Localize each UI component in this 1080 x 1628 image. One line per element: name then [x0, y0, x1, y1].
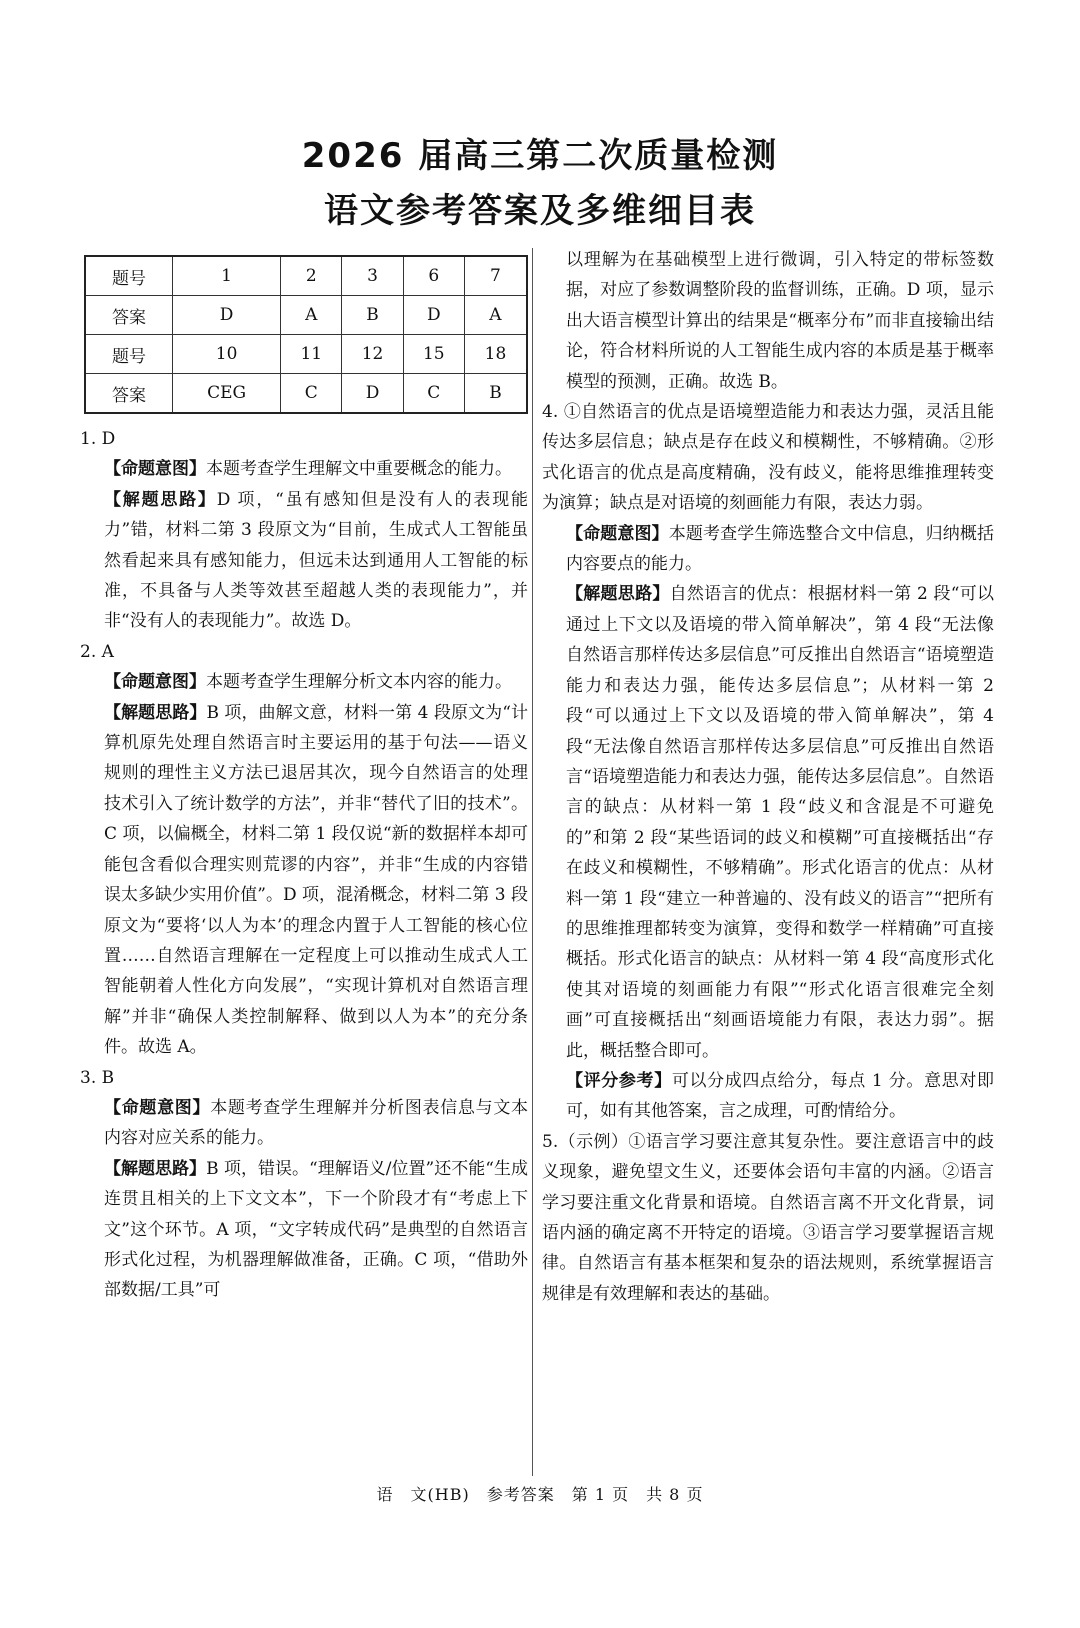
document-subtitle: 语文参考答案及多维细目表 [324, 191, 756, 231]
intent-text: 本题考查学生理解文中重要概念的能力。 [206, 459, 512, 480]
intent-text: 本题考查学生理解分析文本内容的能力。 [206, 672, 512, 693]
table-cell: B [342, 296, 403, 335]
intent-label: 【命题意图】 [566, 523, 669, 544]
approach-text: 自然语言的优点：根据材料一第 2 段“可以通过上下文以及语境的带入简单解决”，第 4 段“无法像自然语言那样传达多层信息”可反推出自然语言“语境塑造能力和表达力强，能传达多层信息”；从材料一第 2 段“可以通过上下文以及语境的带入简单解决”，第 4 段“无法像自然语言那样传达多层信息”可反推出自然语言“语境塑造能力和表达力强，能传达多层信息”。自然语言的缺点：从材料一第 1 段“歧义和含混是不可避免的”和第 2 段“某些语词的歧义和模糊”可直接概括出“存在歧义和模糊性，不够精确”。形式化语言的优点：从材料一第 1 段“建立一种普遍的、没有歧义的语言”“把所有的思维推理都转变为演算，变得和数学一样精确”可直接概括。形式化语言的缺点：从材料一第 4 段“高度形式化使其对语境的刻画能力有限”“形式化语言很难完全刻画”可直接概括出“刻画语境能力有限，表达力弱”。据此，概括整合即可。 [566, 584, 994, 1061]
table-cell: 15 [403, 335, 464, 374]
intent-text: 本题考查学生筛选整合文中信息，归纳概括内容要点的能力。 [566, 523, 994, 575]
question-1-intent [80, 454, 528, 484]
column-divider [532, 248, 533, 1476]
question-4-scoring [542, 1066, 994, 1127]
intent-label: 【命题意图】 [104, 1097, 211, 1118]
approach-label: 【解题思路】 [104, 702, 207, 723]
table-cell: 7 [464, 256, 527, 296]
table-cell: 12 [342, 335, 403, 374]
question-3-approach-continued: 以理解为在基础模型上进行微调，引入特定的带标签数据，对应了参数调整阶段的监督训练，正确。D 项，显示出大语言模型计算出的结果是“概率分布”而非直接输出结论，符合材料所说的人工智能生成内容的本质是基于概率模型的预测，正确。故选 B。 [566, 250, 994, 392]
table-cell: 1 [173, 256, 281, 296]
question-2-intent [80, 667, 528, 697]
table-cell: C [403, 374, 464, 414]
approach-label: 【解题思路】 [566, 584, 670, 605]
question-2-answer: 2. A [80, 641, 114, 662]
table-cell: 11 [281, 335, 342, 374]
table-cell: B [464, 374, 527, 414]
table-cell: D [342, 374, 403, 414]
question-3-approach [80, 1154, 528, 1306]
table-cell: 6 [403, 256, 464, 296]
table-cell: 题号 [85, 335, 173, 374]
approach-label: 【解题思路】 [104, 489, 217, 510]
question-1-approach [80, 485, 528, 637]
question-4-answer: 4. ①自然语言的优点是语境塑造能力和表达力强，灵活且能传达多层信息；缺点是存在歧义和模糊性，不够精确。②形式化语言的优点是高度精确，没有歧义，能将思维推理转变为演算；缺点是对语境的刻画能力有限，表达力弱。 [542, 402, 994, 514]
table-cell: 答案 [85, 296, 173, 335]
intent-label: 【命题意图】 [104, 672, 206, 693]
question-3-intent [80, 1093, 528, 1154]
question-3-answer: 3. B [80, 1067, 115, 1088]
intent-text: 本题考查学生理解并分析图表信息与文本内容对应关系的能力。 [104, 1097, 529, 1149]
scoring-label: 【评分参考】 [566, 1070, 672, 1091]
table-row [85, 335, 527, 374]
table-cell: 10 [173, 335, 281, 374]
table-cell: 18 [464, 335, 527, 374]
approach-text: B 项，曲解文意，材料一第 4 段原文为“计算机原先处理自然语言时主要运用的基于句法——语义规则的理性主义方法已退居其次，现今自然语言的处理技术引入了统计数学的方法”，并非“替代了旧的技术”。C 项，以偏概全，材料二第 1 段仅说“新的数据样本却可能包含看似合理实则荒谬的内容”，并非“生成的内容错误太多缺少实用价值”。D 项，混淆概念，材料二第 3 段原文为“要将‘以人为本’的理念内置于人工智能的核心位置……自然语言理解在一定程度上可以推动生成式人工智能朝着人性化方向发展”，“实现计算机对自然语言理解”并非“确保人类控制解释、做到以人为本”的充分条件。故选 A。 [104, 702, 529, 1058]
table-cell: A [464, 296, 527, 335]
table-cell: 题号 [85, 256, 173, 296]
question-2-approach [80, 698, 528, 1063]
question-4-intent [542, 519, 994, 580]
document-title: 2026 届高三第二次质量检测 [301, 136, 779, 176]
question-5-answer: 5.（示例）①语言学习要注意其复杂性。要注意语言中的歧义现象，避免望文生义，还要体会语句丰富的内涵。②语言学习要注重文化背景和语境。自然语言离不开文化背景，词语内涵的确定离不开特定的语境。③语言学习要掌握语言规律。自然语言有基本框架和复杂的语法规则，系统掌握语言规律是有效理解和表达的基础。 [542, 1131, 994, 1304]
question-1-answer: 1. D [80, 429, 116, 449]
table-cell: CEG [173, 374, 281, 414]
intent-label: 【命题意图】 [104, 459, 206, 480]
approach-text: B 项，错误。“理解语义/位置”还不能“生成连贯且相关的上下文文本”，下一个阶段才有“考虑上下文”这个环节。A 项，“文字转成代码”是典型的自然语言形式化过程，为机器理解做准备，正确。C 项，“借助外部数据/工具”可 [104, 1158, 529, 1301]
table-cell: 2 [281, 256, 342, 296]
approach-text: D 项，“虽有感知但是没有人的表现能力”错，材料二第 3 段原文为“目前，生成式人工智能虽然看起来具有感知能力，但远未达到通用人工智能的标准，不具备与人类等效甚至超越人类的表现能力”，并非“没有人的表现能力”。故选 D。 [104, 489, 528, 632]
scoring-text: 可以分成四点给分，每点 1 分。意思对即可，如有其他答案，言之成理，可酌情给分。 [566, 1070, 994, 1122]
table-cell: D [403, 296, 464, 335]
table-cell: D [173, 296, 281, 335]
question-4-approach [542, 579, 994, 1066]
table-row [85, 374, 527, 414]
right-column [542, 245, 994, 1309]
table-row [85, 256, 527, 296]
table-cell: 3 [342, 256, 403, 296]
table-row [85, 296, 527, 335]
table-cell: C [281, 374, 342, 414]
table-cell: 答案 [85, 374, 173, 414]
answer-table [84, 255, 528, 414]
left-column [80, 424, 528, 1306]
page-footer: 语 文(HB) 参考答案 第 1 页 共 8 页 [376, 1485, 704, 1504]
table-cell: A [281, 296, 342, 335]
approach-label: 【解题思路】 [104, 1158, 207, 1179]
